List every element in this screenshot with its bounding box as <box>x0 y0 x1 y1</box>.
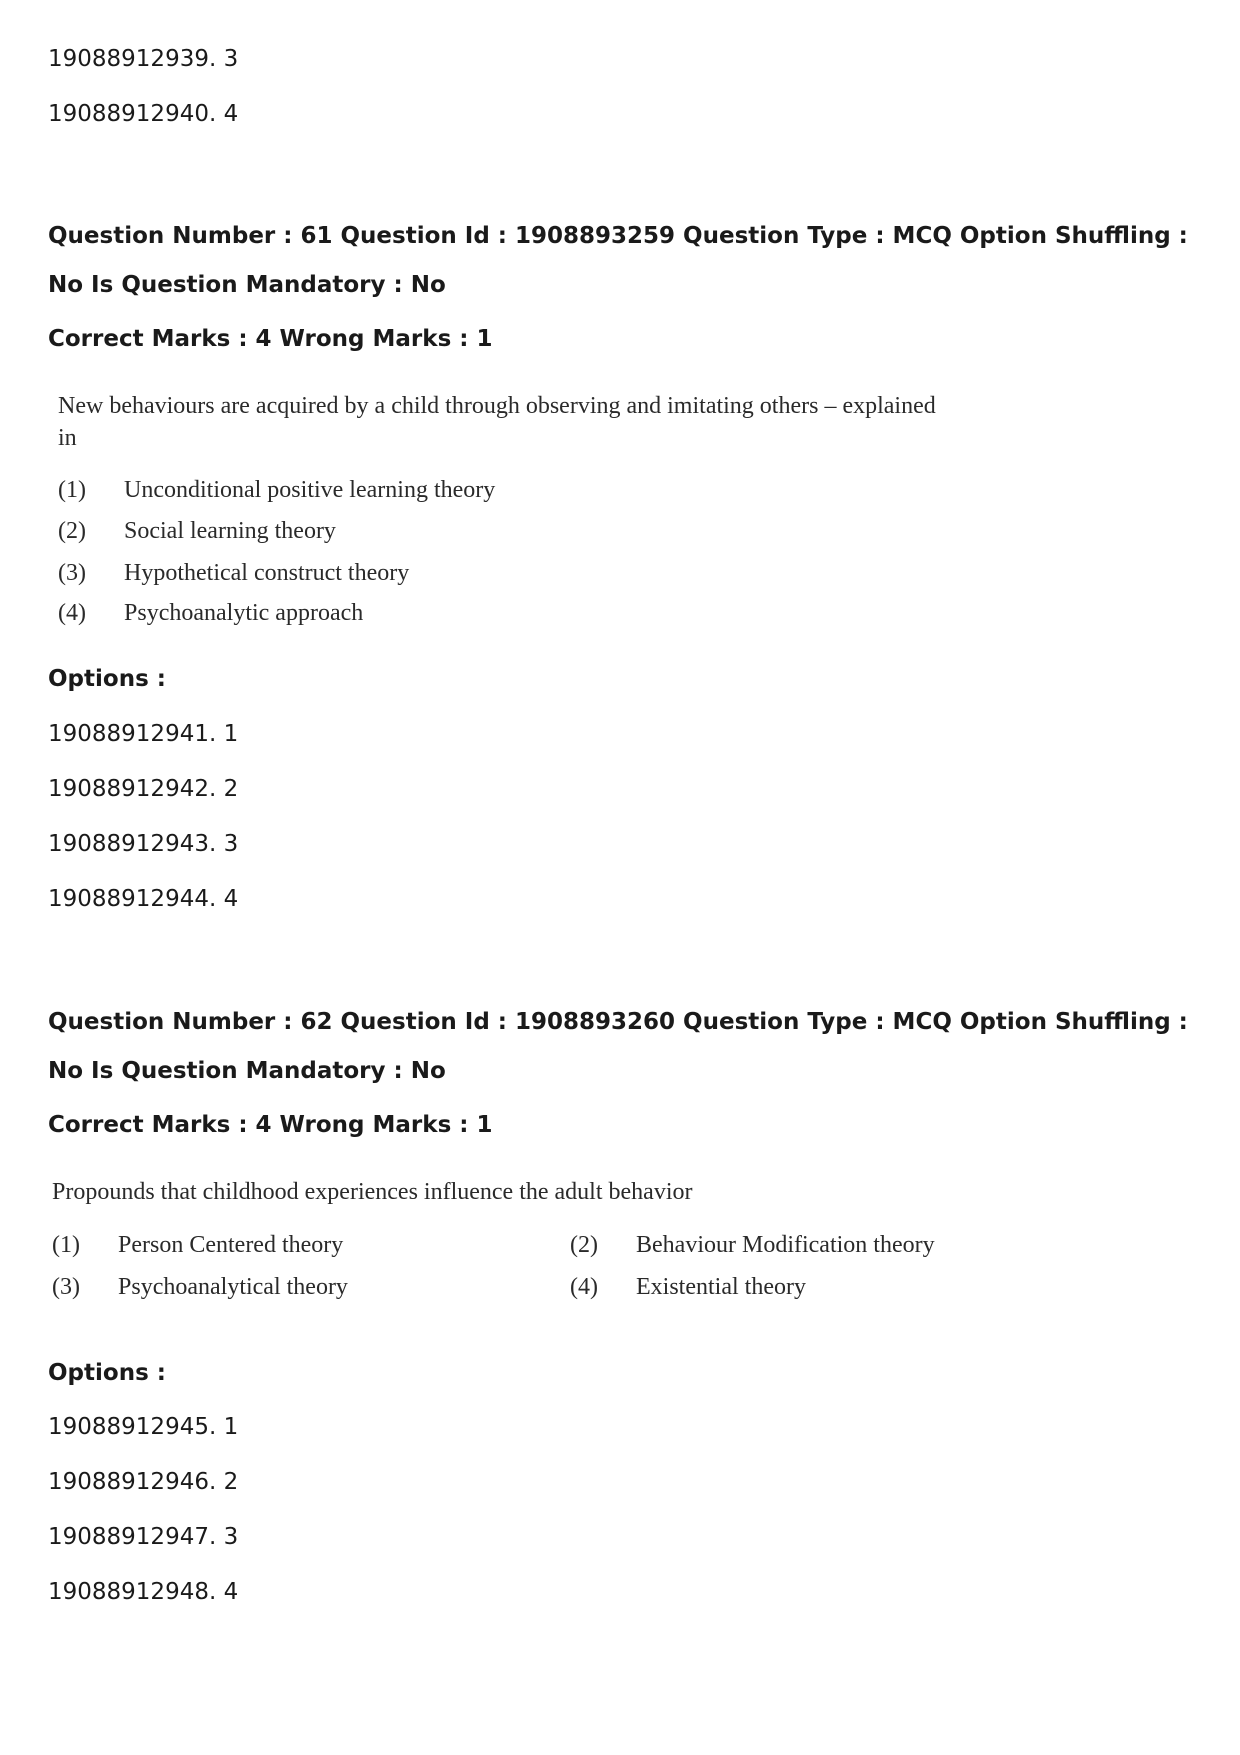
choice-text: Person Centered theory <box>118 1232 344 1258</box>
stem-line: New behaviours are acquired by a child through observing and imitating others – explained <box>58 393 936 419</box>
choice-text: Hypothetical construct theory <box>124 560 410 586</box>
choice-text: Psychoanalytic approach <box>124 600 364 626</box>
stem-line: Propounds that childhood experiences influence the adult behavior <box>52 1179 693 1205</box>
marks-line: Correct Marks : 4 Wrong Marks : 1 <box>48 326 493 352</box>
choice-item <box>52 1232 343 1259</box>
option-line: 19088912944. 4 <box>48 886 239 912</box>
choice-number: (2) <box>58 518 86 544</box>
choice-number: (1) <box>52 1232 80 1258</box>
choice-item <box>570 1232 935 1259</box>
option-line: 19088912942. 2 <box>48 776 239 802</box>
option-line: 19088912941. 1 <box>48 721 239 747</box>
option-line: 19088912940. 4 <box>48 101 239 127</box>
choice-item <box>58 600 363 627</box>
question-header: Question Number : 62 Question Id : 1908893260 Question Type : MCQ Option Shuffling : No Is Question Mandatory : No <box>48 1009 1188 1084</box>
option-line: 19088912939. 3 <box>48 46 239 72</box>
options-label: Options : <box>48 666 166 692</box>
choice-item <box>58 518 336 545</box>
choice-number: (3) <box>52 1274 80 1300</box>
option-line: 19088912947. 3 <box>48 1524 239 1550</box>
choice-text: Social learning theory <box>124 518 336 544</box>
choice-item <box>58 477 495 504</box>
choice-number: (2) <box>570 1232 598 1258</box>
option-line: 19088912946. 2 <box>48 1469 239 1495</box>
choice-item <box>52 1274 348 1301</box>
options-label: Options : <box>48 1360 166 1386</box>
choice-number: (4) <box>58 600 86 626</box>
question-stem <box>58 390 936 454</box>
choice-text: Psychoanalytical theory <box>118 1274 348 1300</box>
choice-item <box>570 1274 806 1301</box>
choice-text: Existential theory <box>636 1274 806 1300</box>
choice-number: (1) <box>58 477 86 503</box>
choice-text: Unconditional positive learning theory <box>124 477 496 503</box>
choice-text: Behaviour Modification theory <box>636 1232 935 1258</box>
marks-line: Correct Marks : 4 Wrong Marks : 1 <box>48 1112 493 1138</box>
option-line: 19088912943. 3 <box>48 831 239 857</box>
question-stem <box>52 1176 692 1208</box>
option-line: 19088912948. 4 <box>48 1579 239 1605</box>
question-header: Question Number : 61 Question Id : 1908893259 Question Type : MCQ Option Shuffling : No Is Question Mandatory : No <box>48 223 1188 298</box>
stem-line: in <box>58 425 77 451</box>
choice-item <box>58 560 409 587</box>
option-line: 19088912945. 1 <box>48 1414 239 1440</box>
choice-number: (3) <box>58 560 86 586</box>
choice-number: (4) <box>570 1274 598 1300</box>
